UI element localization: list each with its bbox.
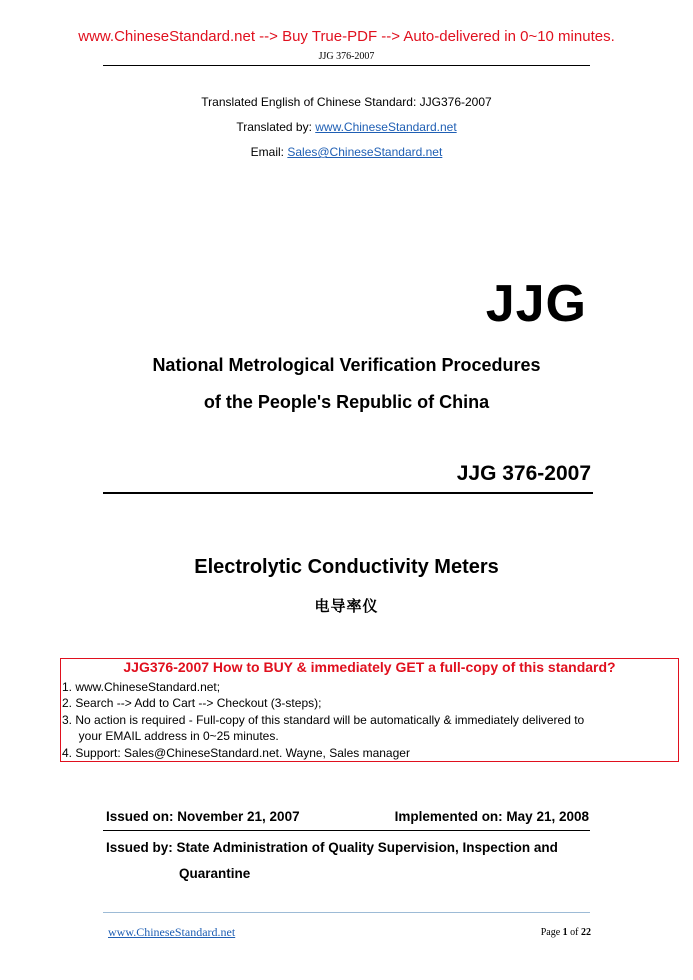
translator-link[interactable]: www.ChineseStandard.net xyxy=(315,120,457,134)
translated-by-line xyxy=(0,120,693,134)
standard-code: JJG 376-2007 xyxy=(456,462,591,485)
title-line-1: National Metrological Verification Procedures xyxy=(152,355,541,375)
page-of: of xyxy=(567,927,581,938)
english-title: Electrolytic Conductivity Meters xyxy=(194,556,499,578)
page-number xyxy=(541,927,591,938)
top-banner[interactable]: www.ChineseStandard.net --> Buy True-PDF --> Auto-delivered in 0~10 minutes. xyxy=(78,28,615,45)
page-total: 22 xyxy=(581,927,591,938)
title-rule xyxy=(103,492,593,494)
issued-by: Issued by: State Administration of Quality Supervision, Inspection and xyxy=(106,840,558,855)
translated-by-label: Translated by: xyxy=(236,120,316,134)
chinese-title: 电导率仪 xyxy=(314,598,379,615)
issued-on: Issued on: November 21, 2007 xyxy=(106,809,300,824)
series-code: JJG xyxy=(485,275,587,333)
translation-note: Translated English of Chinese Standard: JJG376-2007 xyxy=(201,95,492,109)
buy-box-heading: JJG376-2007 How to BUY & immediately GET a full-copy of this standard? xyxy=(123,659,616,675)
email-line xyxy=(0,145,693,159)
buy-step-4: 4. Support: Sales@ChineseStandard.net. Wayne, Sales manager xyxy=(62,746,410,760)
email-link[interactable]: Sales@ChineseStandard.net xyxy=(287,145,443,159)
issued-by-cont: Quarantine xyxy=(179,866,251,881)
buy-step-1: 1. www.ChineseStandard.net; xyxy=(62,680,221,694)
title-line-2: of the People's Republic of China xyxy=(203,392,490,412)
buy-step-3-cont: your EMAIL address in 0~25 minutes. xyxy=(62,729,279,743)
footer-link[interactable]: www.ChineseStandard.net xyxy=(108,925,236,939)
buy-step-2: 2. Search --> Add to Cart --> Checkout (3-steps); xyxy=(62,696,322,710)
email-label: Email: xyxy=(250,145,288,159)
header-doc-code: JJG 376-2007 xyxy=(318,51,375,62)
header-rule xyxy=(103,65,590,66)
buy-step-3: 3. No action is required - Full-copy of this standard will be automatically & immediately delivered to xyxy=(62,713,585,727)
page-current: 1 xyxy=(562,927,568,938)
implemented-on: Implemented on: May 21, 2008 xyxy=(394,809,589,824)
page-prefix: Page xyxy=(540,927,563,938)
footer-rule xyxy=(103,912,590,913)
issue-rule xyxy=(103,830,590,831)
